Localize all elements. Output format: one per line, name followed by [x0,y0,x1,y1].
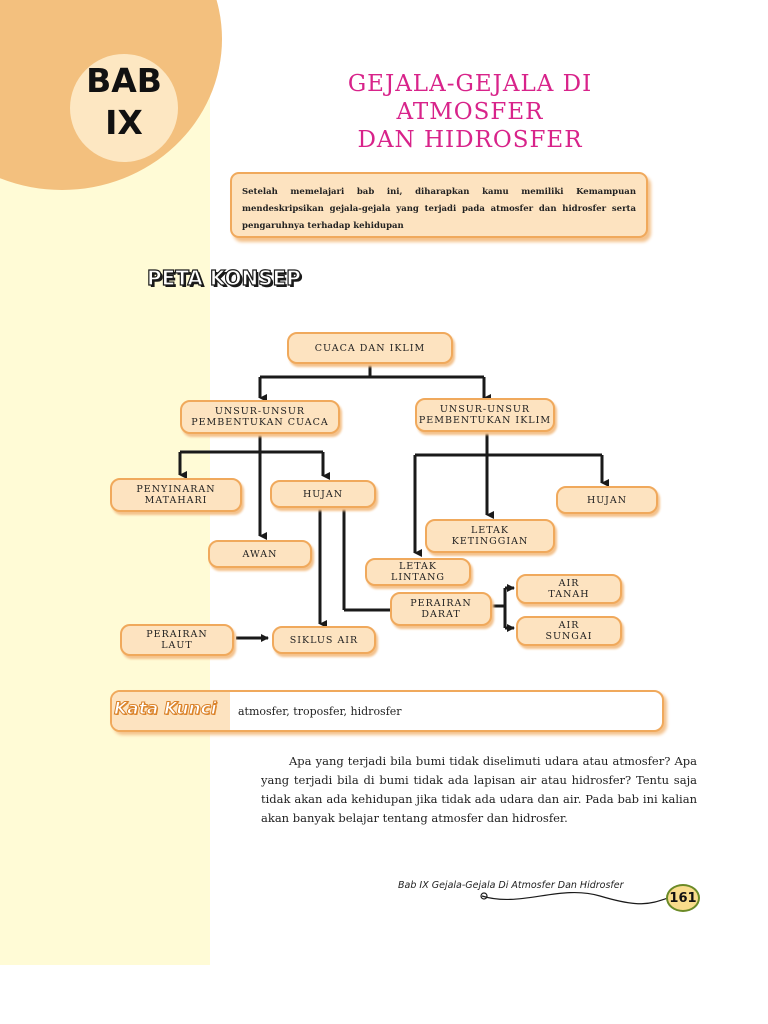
running-title: Bab IX Gejala-Gejala Di Atmosfer Dan Hidrosfer [398,880,624,891]
node-lintang-line2: LINTANG [391,572,445,583]
node-siklus-air: SIKLUS AIR [272,626,376,654]
intro-paragraph [261,752,697,828]
chapter-word: BAB [86,61,162,100]
node-air-tanah-line2: TANAH [548,589,590,600]
title-line-3: DAN HIDROSFER [357,127,583,153]
node-penyinaran-line1: PENYINARAN [136,484,216,495]
node-penyinaran-matahari [110,478,242,512]
title-line-1: GEJALA-GEJALA DI [347,71,593,97]
node-unsur-iklim [415,398,555,432]
node-unsur-iklim-line2: PEMBENTUKAN IKLIM [418,415,552,426]
concept-map-heading: PETA KONSEP [147,266,301,290]
node-penyinaran-line2: MATAHARI [144,495,208,506]
node-air-tanah [516,574,622,604]
node-unsur-cuaca [180,400,340,434]
node-perairan-darat [390,592,492,626]
title-line-2: ATMOSFER [396,99,544,125]
node-laut-line2: LAUT [161,640,193,651]
node-ketinggian-line2: KETINGGIAN [451,536,529,547]
node-letak-ketinggian [425,519,555,553]
chapter-number: IX [105,103,143,142]
keyword-label: Kata Kunci [114,699,217,719]
intro-text: Apa yang terjadi bila bumi tidak diselimuti udara atau atmosfer? Apa yang terjadi bila di bumi tidak ada lapisan air atau hidrosfer? Tentu saja tidak akan ada kehidupan jika tidak ada udara dan air. Pada bab ini kalian akan banyak belajar tentang atmosfer dan hidrosfer. [261,754,697,825]
node-letak-lintang [365,558,471,586]
node-air-sungai-line2: SUNGAI [545,631,593,642]
node-lintang-line1: LETAK [398,561,438,572]
node-awan: AWAN [208,540,312,568]
learning-objective: Setelah memelajari bab ini, diharapkan kamu memiliki Kemampuan mendeskripsikan gejala-gejala yang terjadi pada atmosfer dan hidrosfer serta pengaruhnya terhadap kehidupan [230,172,648,238]
node-unsur-cuaca-line2: PEMBENTUKAN CUACA [191,417,329,428]
node-laut-line1: PERAIRAN [146,629,208,640]
node-unsur-cuaca-line1: UNSUR-UNSUR [214,406,306,417]
node-cuaca-dan-iklim: CUACA DAN IKLIM [287,332,453,364]
node-perairan-laut [120,624,234,656]
node-air-tanah-line1: AIR [558,578,580,589]
node-hujan-iklim: HUJAN [556,486,658,514]
node-air-sungai-line1: AIR [558,620,580,631]
node-darat-line2: DARAT [421,609,461,620]
node-darat-line1: PERAIRAN [410,598,472,609]
node-unsur-iklim-line1: UNSUR-UNSUR [439,404,531,415]
node-ketinggian-line1: LETAK [470,525,510,536]
node-air-sungai [516,616,622,646]
node-hujan-cuaca: HUJAN [270,480,376,508]
page-number: 161 [666,884,700,912]
keyword-list: atmosfer, troposfer, hidrosfer [238,705,402,718]
